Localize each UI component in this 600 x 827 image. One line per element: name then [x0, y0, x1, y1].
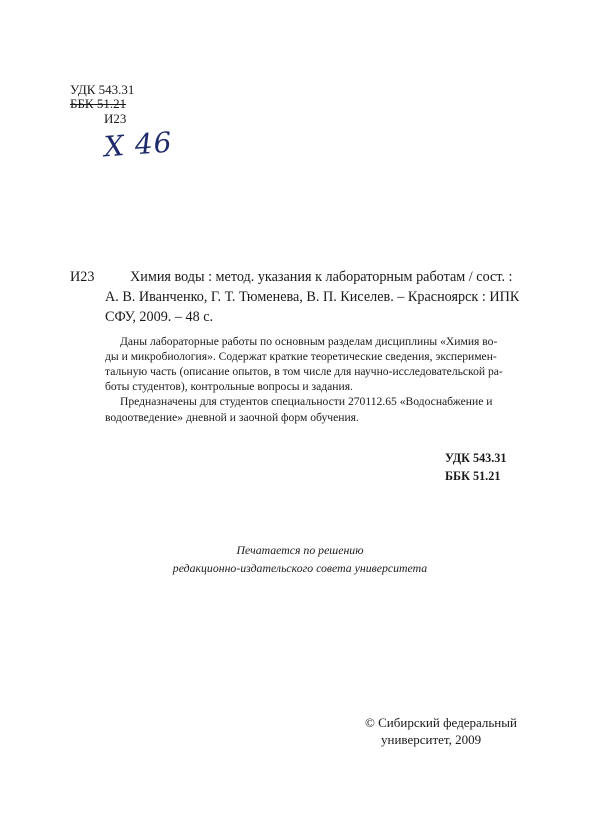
record-author-sign: И23: [70, 269, 95, 285]
abstract-line: Предназначены для студентов специальности 270112.65 «Водоснабжение и: [120, 395, 493, 408]
bbk-code-bottom: ББК 51.21: [445, 469, 501, 483]
publication-decision-line2: редакционно-издательского совета университета: [172, 561, 428, 575]
copyright-line2: университет, 2009: [381, 732, 482, 747]
author-sign-top: И23: [104, 111, 127, 126]
record-title-line: Химия воды : метод. указания к лабораторным работам / сост. :: [130, 269, 513, 285]
abstract-line: водоотведение» дневной и заочной форм обучения.: [105, 411, 359, 424]
record-authors-line: А. В. Иванченко, Г. Т. Тюменева, В. П. Киселев. – Красноярск : ИПК: [105, 289, 520, 305]
abstract-line: тальную часть (описание опытов, в том числе для научно-исследовательской ра-: [105, 365, 503, 378]
publication-decision-line1: Печатается по решению: [236, 543, 364, 557]
udk-code-top: УДК 543.31: [70, 82, 135, 97]
abstract-line: Даны лабораторные работы по основным разделам дисциплины «Химия во-: [120, 335, 498, 348]
abstract-line: боты студентов), контрольные вопросы и задания.: [105, 380, 353, 393]
abstract-line: ды и микробиология». Содержат краткие теоретические сведения, эксперимен-: [105, 350, 497, 363]
udk-code-bottom: УДК 543.31: [445, 451, 507, 465]
handwritten-shelf-mark: Х 46: [102, 125, 174, 164]
record-publisher-line: СФУ, 2009. – 48 с.: [105, 309, 214, 325]
copyright-line1: © Сибирский федеральный: [365, 715, 517, 730]
bbk-code-top: ББК 51.21: [70, 96, 127, 111]
